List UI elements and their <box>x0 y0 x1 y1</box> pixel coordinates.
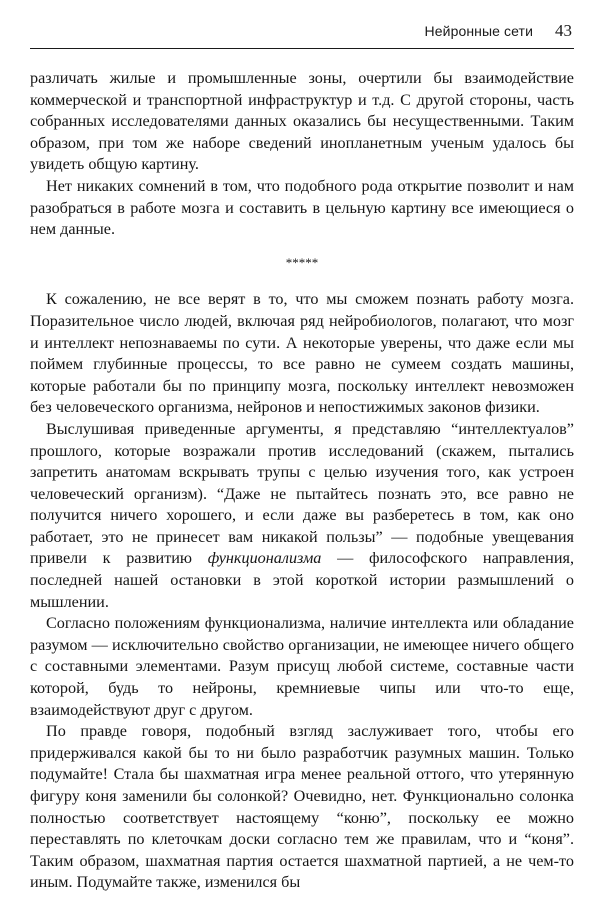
page-number: 43 <box>555 21 572 40</box>
paragraph: К сожалению, не все верят в то, что мы сможем познать работу мозга. Поразительное число людей, включая ряд нейробиологов, полагают, что мозг и интеллект непознаваемы по сути. А некоторые уверены, что даже если мы поймем глубинные процессы, то все равно не сумеем создать машины, которые работали бы по принципу мозга, поскольку интеллект невозможен без человеческого организма, нейронов и непостижимых законов физики. <box>30 290 574 417</box>
paragraph: По правде говоря, подобный взгляд заслуживает того, чтобы его придерживался какой бы то ни было разработчик разумных машин. Только подумайте! Стала бы шахматная игра менее реальной оттого, что утерянную фигуру коня заменили бы солонкой? Очевидно, нет. Функционально солонка полностью соответствует настоящему “коню”, поскольку ее можно переставлять по клеточкам доски согласно тем же правилам, что и “коня”. Таким образом, шахматная партия остается шахматной партией, а не чем-то иным. Подумайте также, изменился бы <box>30 722 574 892</box>
paragraph: Согласно положениям функционализма, наличие интеллекта или обладание разумом — исключительно свойство организации, не имеющее ничего общего с составными элементами. Разум присущ любой системе, составные части которой, будь то нейроны, кремниевые чипы или что-то еще, взаимодействуют друг с другом. <box>30 614 574 719</box>
paragraph-functionalism <box>30 419 574 613</box>
emphasized-term: функционализма <box>207 549 322 568</box>
paragraph-continued: различать жилые и промышленные зоны, очертили бы взаимодействие коммерческой и транспортной инфраструктур и т.д. С другой стороны, часть собранных исследователями данных оказались бы несущественными. Таким образом, при том же наборе сведений инопланетным ученым удалось бы увидеть общую картину. <box>30 69 574 174</box>
running-head <box>425 21 572 41</box>
paragraph-text-before: Выслушивая приведенные аргументы, я представляю “интеллектуалов” прошлого, которые возражали против исследований (скажем, пытались запретить анатомам вскрывать трупы с целью изучения того, как устроен человеческий организм). “Даже не пытайтесь познать это, все равно не получится ничего хорошего, и если даже вы разберетесь в том, как оно работает, это не принесет вам никакой пользы” — подобные увещевания привели к развитию <box>30 419 574 568</box>
paragraph: Нет никаких сомнений в том, что подобного рода открытие позволит и нам разобраться в работе мозга и составить в цельную картину все имеющиеся о нем данные. <box>30 176 574 239</box>
paragraph-text-after: — философского направления, последней нашей остановки в этой короткой истории размышлений о мышлении. <box>30 549 574 611</box>
header-rule <box>30 48 574 49</box>
section-title: Нейронные сети <box>424 23 533 39</box>
section-separator: ***** <box>285 254 319 270</box>
body-text <box>30 68 574 894</box>
